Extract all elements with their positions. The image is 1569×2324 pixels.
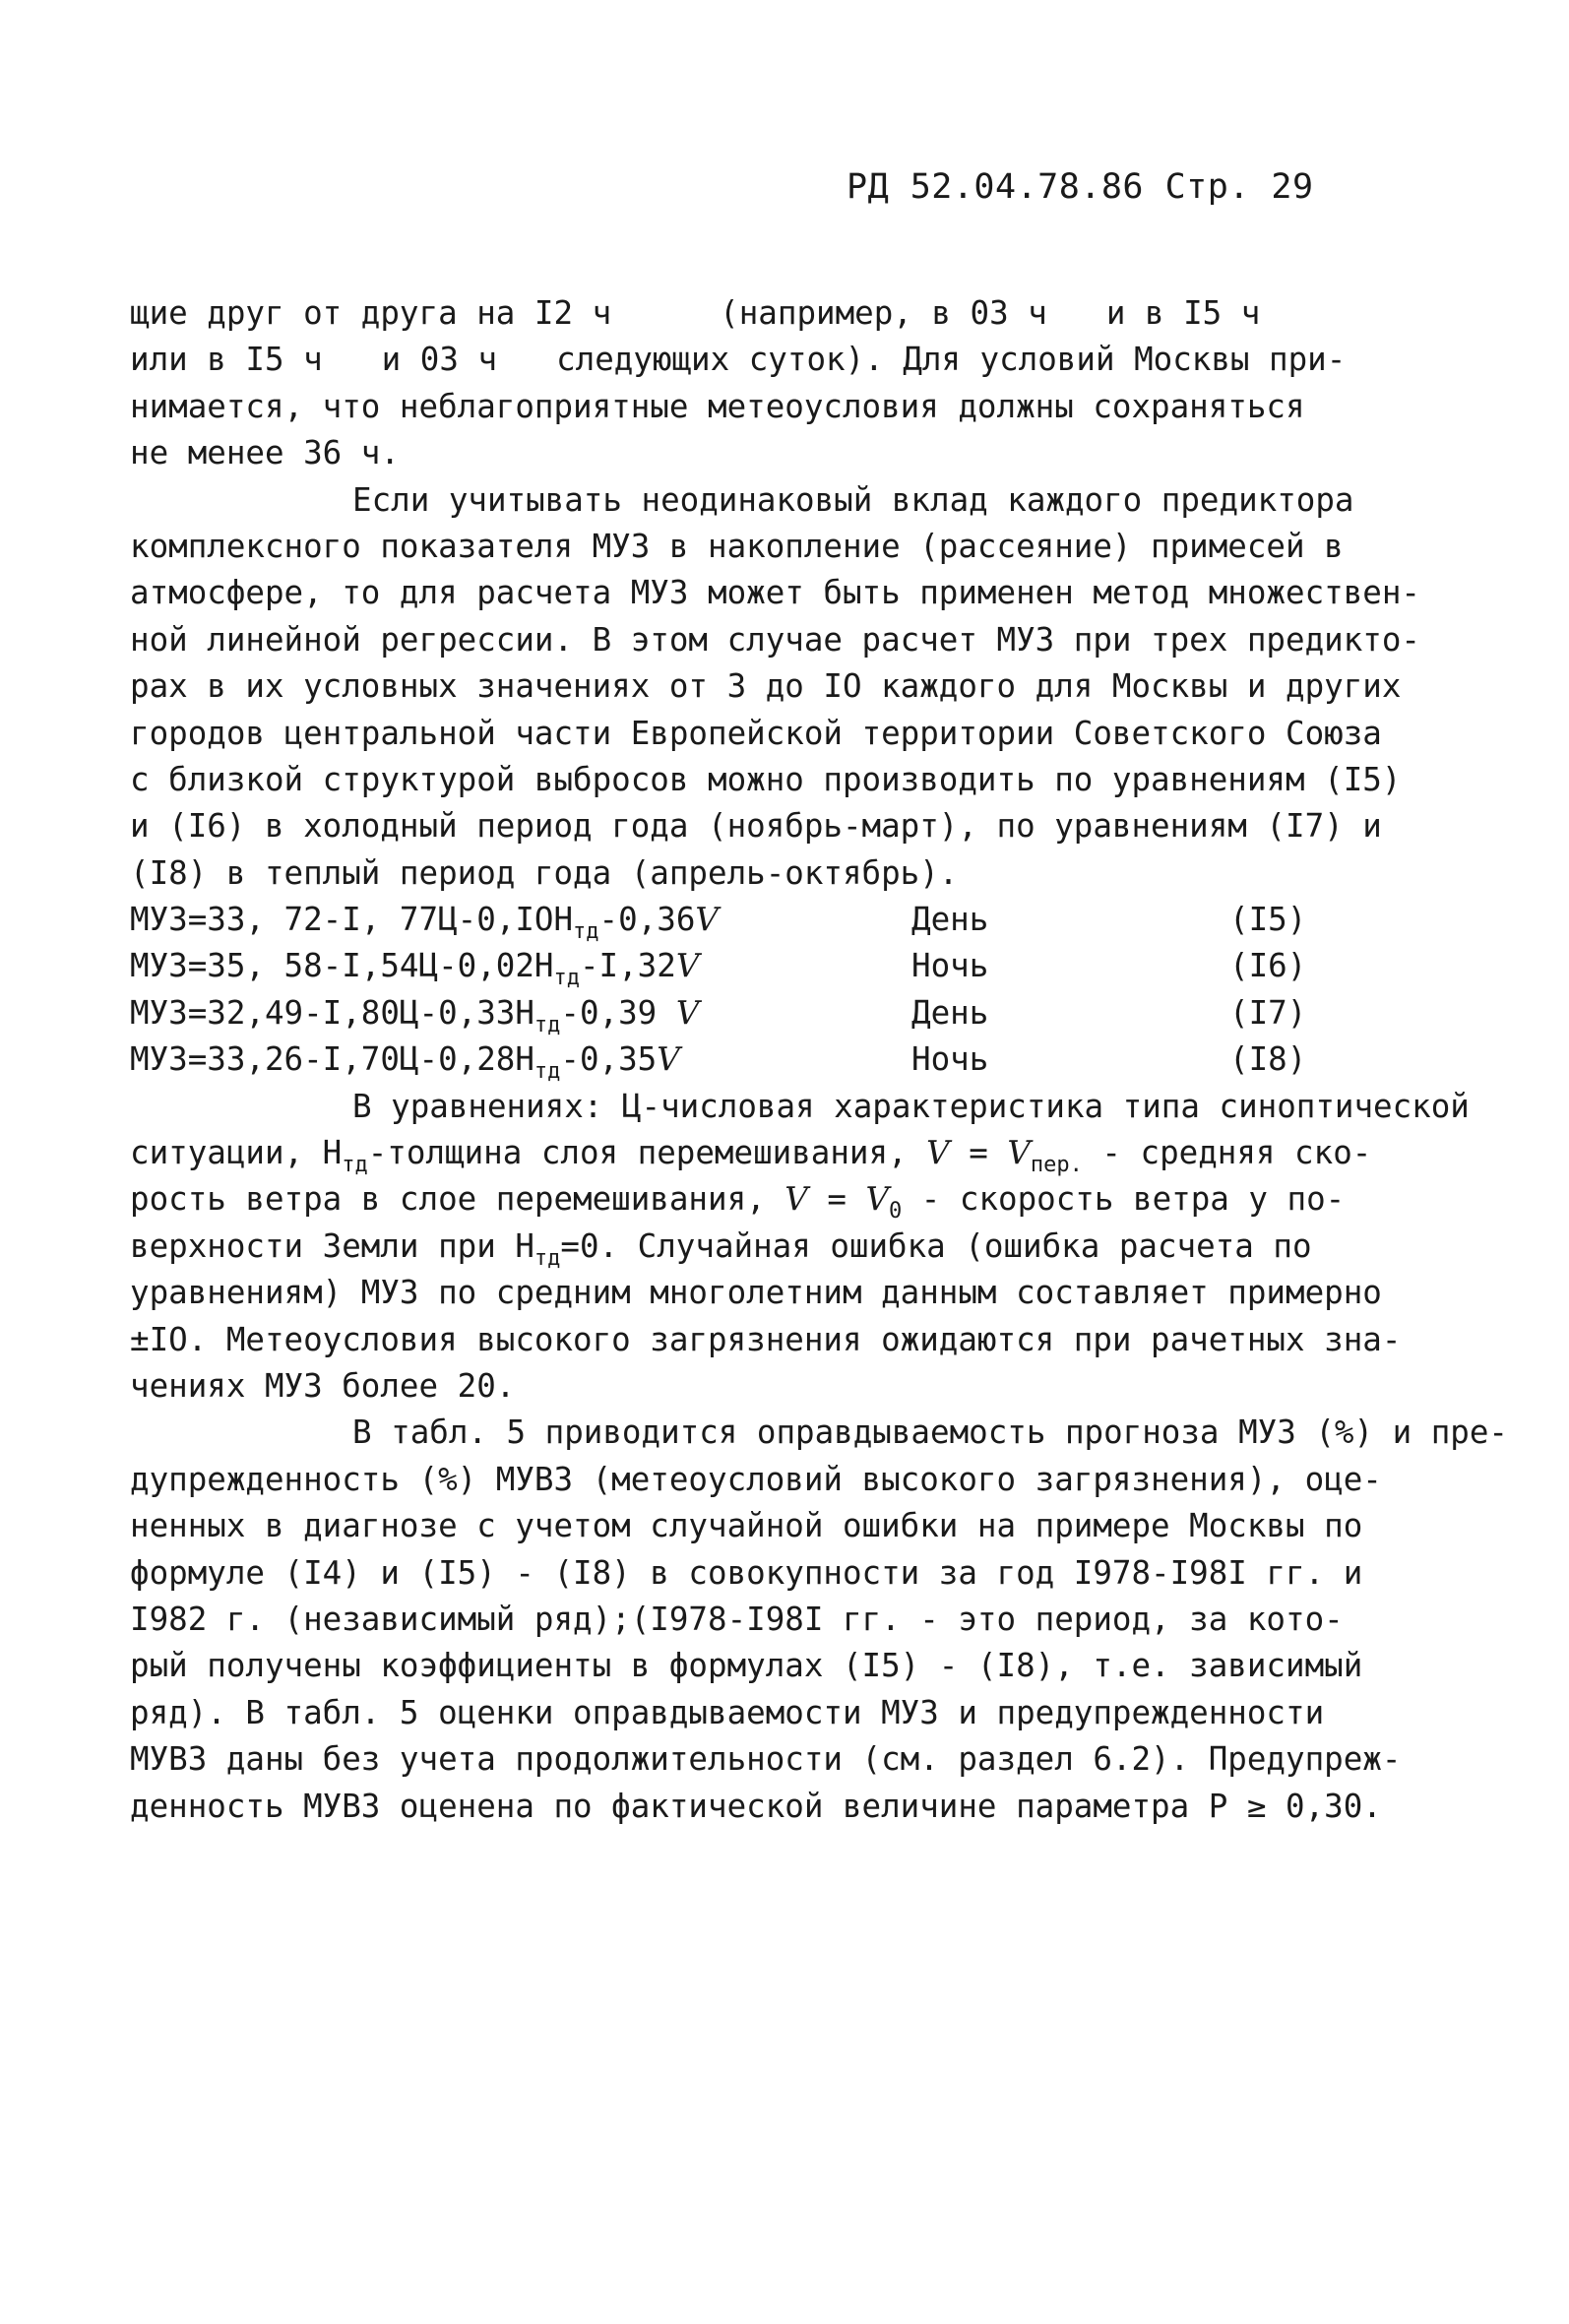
text-line: с близкой структурой выбросов можно производить по уравнениям (I5) — [130, 760, 1402, 798]
text-line: Если учитывать неодинаковый вклад каждого предиктора — [352, 480, 1354, 519]
text-line: ±IO. Метеоусловия высокого загрязнения ожидаются при рачетных зна- — [130, 1320, 1402, 1358]
equation-row — [130, 897, 1439, 943]
text-line: и (I6) в холодный период года (ноябрь-март), по уравнениям (I7) и — [130, 807, 1382, 846]
text-line: не менее 36 ч. — [130, 434, 400, 472]
equation-formula: МУЗ=33, 72-I, $77Ц-0,IOH_{тд}-0,36V$ — [130, 901, 719, 945]
page-header: РД 52.04.78.86 Стр. 29 — [847, 167, 1314, 207]
text-line: чениях МУЗ более 20. — [130, 1366, 516, 1405]
text-line: рый получены коэффициенты в формулах (I5) - (I8), т.е. зависимый — [130, 1647, 1363, 1685]
equation-row — [130, 1036, 1439, 1083]
equation-period: Ночь — [911, 947, 989, 985]
document-body — [130, 290, 1508, 1830]
equation-period: День — [911, 901, 989, 939]
text-line: рость ветра в слое перемешивания, $V = V_0$ - скорость ветра у по- — [130, 1180, 1346, 1225]
text-line: комплексного показателя МУЗ в накопление (рассеяние) примесей в — [130, 527, 1344, 565]
equation-row — [130, 943, 1439, 989]
equation-period: День — [911, 993, 989, 1032]
equation-number: (I5) — [1229, 901, 1307, 939]
text-line: денность МУВЗ оценена по фактической величине параметра P ≥ 0,30. — [130, 1787, 1382, 1825]
text-line: нимается, что неблагоприятные метеоусловия должны сохраняться — [130, 387, 1305, 425]
text-line: В табл. 5 приводится оправдываемость прогноза МУЗ (%) и пре- — [352, 1413, 1508, 1452]
text-line: I982 г. (независимый ряд);(I978-I98I гг. - это период, за кото- — [130, 1600, 1344, 1638]
text-line: МУВЗ даны без учета продолжительности (см. раздел 6.2). Предупреж- — [130, 1740, 1402, 1779]
text-fragment: и 03 ч — [381, 341, 498, 379]
text-line: атмосфере, то для расчета МУЗ может быть применен метод множествен- — [130, 574, 1420, 612]
text-line: ряд). В табл. 5 оценки оправдываемости МУЗ и предупрежденности — [130, 1693, 1325, 1731]
text-line: формуле (I4) и (I5) - (I8) в совокупности за год I978-I98I гг. и — [130, 1553, 1363, 1592]
text-line: (I8) в теплый период года (апрель-октябрь). — [130, 853, 959, 892]
text-fragment: или в I5 ч — [130, 341, 323, 379]
text-line: ненных в диагнозе с учетом случайной ошибки на примере Москвы по — [130, 1507, 1363, 1545]
text-line: городов центральной части Европейской территории Советского Союза — [130, 714, 1382, 752]
text-fragment: (например, в 03 ч — [720, 294, 1047, 332]
equation-number: (I8) — [1229, 1040, 1307, 1079]
text-fragment: следующих суток). Для условий Москвы при- — [556, 341, 1347, 379]
text-fragment: щие друг от друга на I2 ч — [130, 294, 612, 332]
text-line: дупрежденность (%) МУВЗ (метеоусловий высокого загрязнения), оце- — [130, 1460, 1382, 1498]
text-fragment: и в I5 ч — [1105, 294, 1261, 332]
equation-number: (I7) — [1229, 993, 1307, 1032]
text-line — [130, 337, 1439, 383]
equation-formula: $МУЗ=33,26-I,70Ц-0,28H_{тд}-0,35V$ — [130, 1040, 680, 1085]
text-line: уравнениям) МУЗ по средним многолетним данным составляет примерно — [130, 1274, 1382, 1312]
equation-number: (I6) — [1229, 947, 1307, 985]
text-line: ной линейной регрессии. В этом случае расчет МУЗ при трех предикто- — [130, 620, 1420, 659]
text-line: верхности Земли при $H_{тд}=0$. Случайная ошибка (ошибка расчета по — [130, 1226, 1312, 1271]
text-line — [130, 290, 1439, 337]
text-line: В уравнениях: Ц-числовая характеристика типа синоптической — [352, 1087, 1470, 1125]
equation-formula: $МУЗ=32,49-I,80Ц-0,33H_{тд}-0,39$ V — [130, 993, 700, 1037]
equation-row — [130, 990, 1439, 1036]
equation-formula: МУЗ=35, $58-I,54Ц-0,02H_{тд}-I,32V$ — [130, 947, 700, 991]
text-line: ситуации, $H_{тд}$-толщина слоя перемешивания, $V = V_{пер.}$ - средняя ско- — [130, 1134, 1372, 1178]
equation-period: Ночь — [911, 1040, 989, 1079]
text-line: рах в их условных значениях от 3 до IO каждого для Москвы и других — [130, 667, 1402, 706]
